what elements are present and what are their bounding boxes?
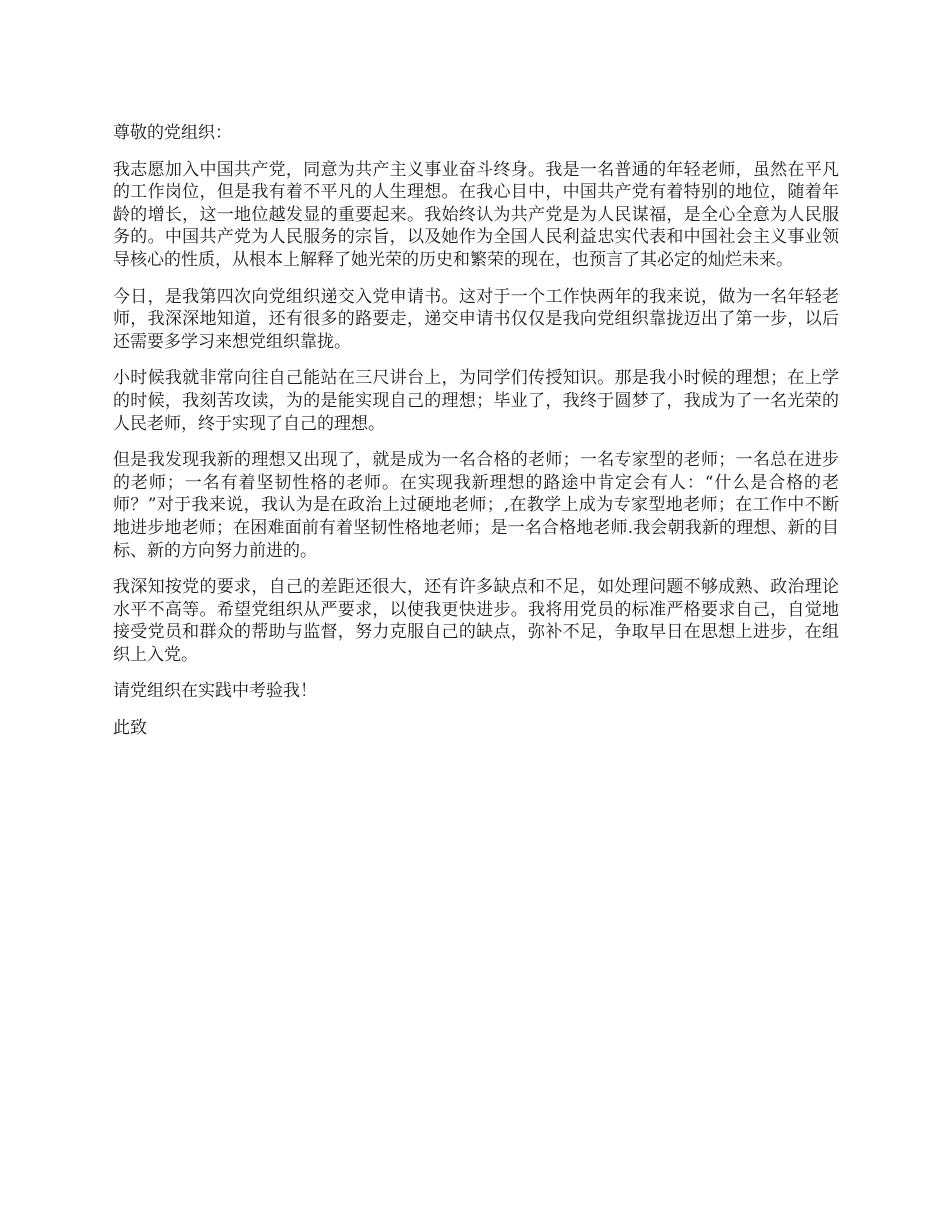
- closing: 此致: [113, 718, 147, 739]
- paragraph-5: 我深知按党的要求，自己的差距还很大，还有许多缺点和不足，如处理问题不够成熟、政治理论水平不高等。希望党组织从严要求，以使我更快进步。我将用党员的标准严格要求自己，自觉地接受党员和群众的帮助与监督，努力克服自己的缺点，弥补不足，争取早日在思想上进步，在组织上入党。: [113, 577, 839, 665]
- paragraph-2: 今日，是我第四次向党组织递交入党申请书。这对于一个工作快两年的我来说，做为一名年轻老师，我深深地知道，还有很多的路要走，递交申请书仅仅是我向党组织靠拢迈出了第一步，以后还需要多学习来想党组织靠拢。: [113, 286, 839, 352]
- paragraph-3: 小时候我就非常向往自己能站在三尺讲台上，为同学们传授知识。那是我小时候的理想；在上学的时候，我刻苦攻读，为的是能实现自己的理想；毕业了，我终于圆梦了，我成为了一名光荣的人民老师，终于实现了自己的理想。: [113, 368, 839, 434]
- letter-document: [113, 122, 839, 754]
- paragraph-6: 请党组织在实践中考验我！: [113, 681, 317, 702]
- salutation: 尊敬的党组织：: [113, 123, 232, 143]
- paragraph-1: 我志愿加入中国共产党，同意为共产主义事业奋斗终身。我是一名普通的年轻老师，虽然在平凡的工作岗位，但是我有着不平凡的人生理想。在我心目中，中国共产党有着特别的地位，随着年龄的增长，这一地位越发显的重要起来。我始终认为共产党是为人民谋福，是全心全意为人民服务的。中国共产党为人民服务的宗旨，以及她作为全国人民利益忠实代表和中国社会主义事业领导核心的性质，从根本上解释了她光荣的历史和繁荣的现在，也预言了其必定的灿烂未来。: [113, 159, 839, 270]
- paragraph-4: 但是我发现我新的理想又出现了，就是成为一名合格的老师；一名专家型的老师；一名总在进步的老师；一名有着坚韧性格的老师。在实现我新理想的路途中肯定会有人：“什么是合格的老师？”对于我来说，我认为是在政治上过硬地老师；,在教学上成为专家型地老师；在工作中不断地进步地老师；在困难面前有着坚韧性格地老师；是一名合格地老师.我会朝我新的理想、新的目标、新的方向努力前进的。: [113, 450, 839, 561]
